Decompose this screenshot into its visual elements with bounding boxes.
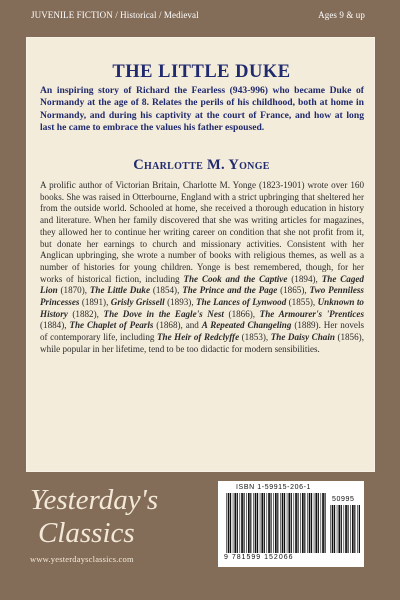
works-list: The Cook and the Captive (1894), The Caged Lion (1870), The Little Duke (1854), The Prince and the Page (1865), Two Penniless Princesses (1891), Grisly Grissell (1893), The Lances of Lynwood (1855), Unknown to History (1882), The Dove in the Eagle's Nest (1866), The Armourer's 'Prentices (1884), The Chaplet of Pearls (1868), and A Repeated Changeling (1889). xyxy=(40,273,364,331)
barcode-bar xyxy=(350,505,351,553)
barcode-bar xyxy=(354,505,355,553)
work-year: (1891) xyxy=(81,297,107,308)
barcode-bar xyxy=(345,505,347,553)
work-year: (1870) xyxy=(60,285,85,296)
barcode-bar xyxy=(264,493,265,553)
barcode-bar xyxy=(240,493,241,553)
barcode-bar xyxy=(267,493,268,553)
work-title: The Chaplet of Pearls xyxy=(69,320,154,331)
work-title: Grisly Grissell xyxy=(110,297,165,308)
barcode-bar xyxy=(233,493,234,553)
work-title: The Armourer's 'Prentices xyxy=(259,308,364,319)
barcode-bar xyxy=(244,493,245,553)
barcode-bar xyxy=(246,493,247,553)
barcode-bar xyxy=(341,505,342,553)
barcode-bar xyxy=(334,505,335,553)
barcode-bar xyxy=(295,493,297,553)
work-title: The Prince and the Page xyxy=(182,285,278,296)
barcode-bar xyxy=(318,493,319,553)
barcode-bar xyxy=(294,493,295,553)
barcode-bar xyxy=(271,493,272,553)
work-year: (1866) xyxy=(228,308,253,319)
work-year: (1889) xyxy=(294,320,319,331)
barcode-bar xyxy=(321,493,322,553)
publisher-name-line2: Classics xyxy=(38,517,135,549)
barcode-bar xyxy=(268,493,270,553)
barcode-bar xyxy=(330,505,331,553)
work-year: (1884) xyxy=(40,320,65,331)
barcode-bar xyxy=(287,493,288,553)
barcode-bar xyxy=(322,493,324,553)
barcode-bar xyxy=(314,493,315,553)
ean-digits: 9 781599 152066 xyxy=(224,554,294,561)
barcode-bars xyxy=(226,493,326,553)
barcode-bar xyxy=(300,493,301,553)
top-bar xyxy=(0,0,400,30)
work-title: The Cook and the Captive xyxy=(183,273,288,284)
barcode-bar xyxy=(253,493,254,553)
age-range-label: Ages 9 & up xyxy=(318,10,365,20)
work-title: The Little Duke xyxy=(89,285,151,296)
work-title: The Heir of Redclyffe xyxy=(156,332,240,343)
work-year: (1868) xyxy=(156,320,181,331)
barcode-bar xyxy=(315,493,317,553)
publisher-name-line1: Yesterday's xyxy=(30,484,159,516)
description-panel xyxy=(26,37,375,472)
book-title: THE LITTLE DUKE xyxy=(112,62,291,82)
work-title: The Dove in the Eagle's Nest xyxy=(103,308,224,319)
work-year: (1893) xyxy=(167,297,192,308)
author-heading xyxy=(27,157,376,174)
work-year: (1853) xyxy=(241,332,266,343)
barcode-bar xyxy=(307,493,308,553)
barcode-bar xyxy=(337,505,338,553)
barcode-addon-bars xyxy=(330,505,360,553)
barcode-bar xyxy=(352,505,354,553)
barcode-bar xyxy=(248,493,250,553)
barcode-bar xyxy=(234,493,236,553)
work-year: (1894) xyxy=(291,273,316,284)
barcode-bar xyxy=(298,493,299,553)
barcode-bar xyxy=(309,493,311,553)
barcode xyxy=(218,481,364,567)
barcode-bar xyxy=(250,493,251,553)
barcode-bar xyxy=(241,493,243,553)
work-year: (1856) xyxy=(337,332,362,343)
barcode-bar xyxy=(261,493,263,553)
price-code: 50995 xyxy=(332,496,355,503)
work-title: The Caged Lion xyxy=(40,273,364,296)
work-year: (1865) xyxy=(280,285,305,296)
barcode-bar xyxy=(302,493,304,553)
barcode-bar xyxy=(325,493,326,553)
barcode-bar xyxy=(338,505,340,553)
contemporary-works-list: The Heir of Redclyffe (1853), The Daisy Chain (1856), xyxy=(156,332,364,343)
barcode-bar xyxy=(255,493,257,553)
work-title: Unknown to History xyxy=(40,297,364,319)
barcode-bar xyxy=(257,493,258,553)
work-title: The Lances of Lynwood xyxy=(196,297,287,308)
genre-label: JUVENILE FICTION / Historical / Medieval xyxy=(31,10,199,20)
book-blurb: An inspiring story of Richard the Fearless (943-996) who became Duke of Normandy at the age of 8. Relates the perils of his childhood, both at home in Normandy, and during his captivity at the court of France, and how at long last he came to embrace the values his father espoused. xyxy=(40,85,364,134)
barcode-bar xyxy=(273,493,274,553)
isbn-label: ISBN 1-59915-206-1 xyxy=(236,484,312,491)
bio-text: A prolific author of Victorian Britain, Charlotte M. Yonge (1823-1901) wrote over 160 books. She was raised in Otterbourne, England with a strict upbringing that sheltered her from the outside world. Schooled at home, she received a thorough education in history and literature. When her family discovered that she was writing articles for magazines, they allowed her to continue her writing career on condition that she not profit from it, but donate her earnings to church and missionary activities. Consistent with her Anglican upbringing, she wrote a number of books with religious themes, as well as a number of histories for young children. Yonge is best remembered, though, for her works of historical fiction, including xyxy=(40,180,364,284)
barcode-bar xyxy=(230,493,231,553)
barcode-bar xyxy=(288,493,290,553)
barcode-bar xyxy=(348,505,349,553)
barcode-bar xyxy=(226,493,227,553)
barcode-bar xyxy=(344,505,345,553)
work-title: Two Penniless Princesses xyxy=(40,285,364,308)
barcode-bar xyxy=(280,493,281,553)
barcode-bar xyxy=(282,493,284,553)
barcode-bar xyxy=(237,493,238,553)
publisher-url: www.yesterdaysclassics.com xyxy=(30,554,134,564)
bio-text: while popular in her lifetime, tend to be too didactic for modern sensibilities. xyxy=(40,343,320,354)
barcode-bar xyxy=(275,493,277,553)
barcode-bar xyxy=(332,505,334,553)
barcode-bar xyxy=(359,505,360,553)
work-title: A Repeated Changeling xyxy=(201,320,292,331)
work-title: The Daisy Chain xyxy=(270,332,335,343)
barcode-bar xyxy=(260,493,261,553)
barcode-bar xyxy=(311,493,312,553)
work-year: (1855) xyxy=(288,297,313,308)
work-year: (1854) xyxy=(152,285,178,296)
author-bio xyxy=(40,180,364,356)
author-name: Charlotte M. Yonge xyxy=(133,157,270,173)
barcode-bar xyxy=(228,493,230,553)
work-year: (1882) xyxy=(72,308,97,319)
bio-text: Her novels of contemporary life, including xyxy=(40,320,365,343)
barcode-bar xyxy=(357,505,358,553)
barcode-bar xyxy=(291,493,292,553)
barcode-bar xyxy=(304,493,305,553)
barcode-bar xyxy=(277,493,278,553)
barcode-bar xyxy=(284,493,285,553)
